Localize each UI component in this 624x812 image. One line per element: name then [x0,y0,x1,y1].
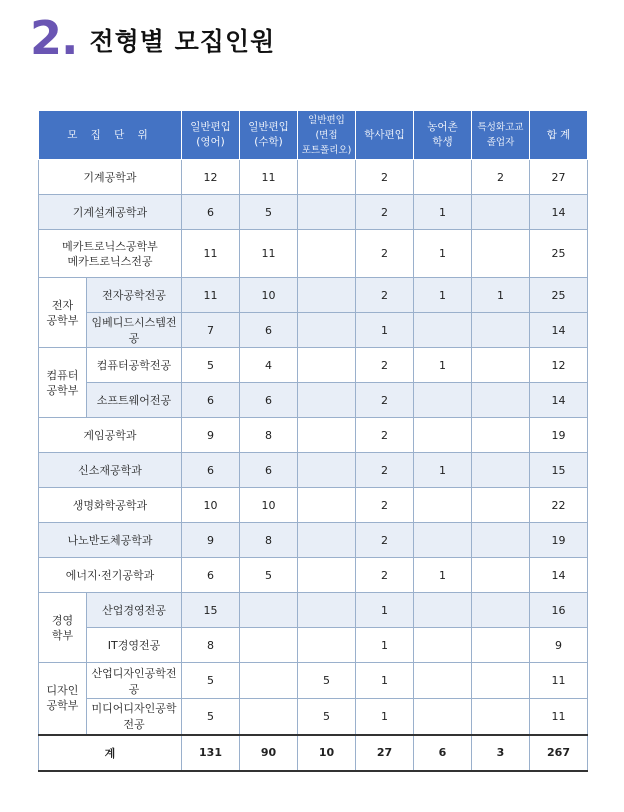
cell-rural: 1 [414,230,472,278]
cell-spec [472,195,530,230]
unit-cell: 신소재공학과 [39,453,182,488]
cell-port [298,383,356,418]
cell-eng: 6 [182,558,240,593]
cell-math: 10 [240,488,298,523]
cell-eng: 8 [182,628,240,663]
cell-port [298,348,356,383]
cell-port [298,453,356,488]
admission-quota-table [38,110,588,772]
cell-rural [414,418,472,453]
cell-bach: 2 [356,453,414,488]
cell-total: 14 [530,313,588,348]
cell-bach: 2 [356,195,414,230]
table-row [39,230,588,278]
total-eng: 131 [182,735,240,771]
unit-cell: 생명화학공학과 [39,488,182,523]
cell-math: 5 [240,558,298,593]
cell-total: 14 [530,383,588,418]
cell-spec [472,383,530,418]
table-row [39,488,588,523]
unit-cell: 메카트로닉스공학부 메카트로닉스전공 [39,230,182,278]
cell-rural [414,699,472,735]
header-general-portfolio: 일반편입 (면접 포트폴리오) [298,111,356,160]
unit-cell: 산업경영전공 [87,593,182,628]
table-row [39,418,588,453]
unit-cell: 나노반도체공학과 [39,523,182,558]
cell-bach: 2 [356,523,414,558]
cell-rural: 1 [414,348,472,383]
cell-rural [414,593,472,628]
cell-total: 15 [530,453,588,488]
cell-total: 22 [530,488,588,523]
cell-rural [414,383,472,418]
cell-rural: 1 [414,558,472,593]
cell-bach: 2 [356,348,414,383]
total-port: 10 [298,735,356,771]
cell-eng: 7 [182,313,240,348]
cell-bach: 1 [356,593,414,628]
cell-port [298,488,356,523]
cell-math: 5 [240,195,298,230]
cell-rural: 1 [414,195,472,230]
total-math: 90 [240,735,298,771]
section-title: 전형별 모집인원 [89,27,276,56]
cell-bach: 1 [356,699,414,735]
cell-spec [472,453,530,488]
group-cell: 디자인 공학부 [39,663,87,735]
cell-port [298,160,356,195]
cell-port [298,418,356,453]
cell-eng: 11 [182,278,240,313]
total-total: 267 [530,735,588,771]
cell-bach: 2 [356,230,414,278]
header-total: 합 계 [530,111,588,160]
cell-bach: 2 [356,488,414,523]
cell-eng: 12 [182,160,240,195]
cell-math [240,699,298,735]
cell-math: 8 [240,523,298,558]
cell-math: 6 [240,313,298,348]
cell-spec: 2 [472,160,530,195]
cell-spec [472,593,530,628]
cell-math: 6 [240,453,298,488]
unit-cell: 기계설계공학과 [39,195,182,230]
cell-bach: 2 [356,160,414,195]
cell-spec [472,523,530,558]
cell-math: 8 [240,418,298,453]
cell-port [298,628,356,663]
table-row [39,628,588,663]
total-row [39,735,588,771]
cell-total: 14 [530,195,588,230]
unit-cell: 산업디자인공학전공 [87,663,182,699]
table-row [39,523,588,558]
header-bachelor: 학사편입 [356,111,414,160]
cell-spec [472,663,530,699]
cell-eng: 6 [182,195,240,230]
total-spec: 3 [472,735,530,771]
cell-spec [472,313,530,348]
table-row [39,278,588,313]
group-cell: 컴퓨터 공학부 [39,348,87,418]
cell-spec [472,558,530,593]
header-rural: 농어촌 학생 [414,111,472,160]
unit-cell: 기계공학과 [39,160,182,195]
cell-port: 5 [298,663,356,699]
table-row [39,160,588,195]
unit-cell: 컴퓨터공학전공 [87,348,182,383]
cell-math [240,663,298,699]
cell-rural [414,488,472,523]
cell-total: 9 [530,628,588,663]
cell-bach: 2 [356,418,414,453]
cell-port [298,278,356,313]
cell-bach: 2 [356,383,414,418]
cell-math: 4 [240,348,298,383]
cell-eng: 10 [182,488,240,523]
cell-eng: 11 [182,230,240,278]
unit-cell: 소프트웨어전공 [87,383,182,418]
cell-spec [472,699,530,735]
unit-cell: 에너지·전기공학과 [39,558,182,593]
cell-rural [414,523,472,558]
cell-port: 5 [298,699,356,735]
cell-bach: 2 [356,278,414,313]
header-unit: 모 집 단 위 [39,111,182,160]
table-row [39,558,588,593]
cell-total: 25 [530,230,588,278]
cell-eng: 6 [182,383,240,418]
cell-math [240,628,298,663]
cell-eng: 5 [182,348,240,383]
cell-eng: 9 [182,523,240,558]
cell-total: 19 [530,418,588,453]
cell-rural [414,313,472,348]
table-row [39,195,588,230]
section-heading [30,12,275,64]
cell-bach: 1 [356,663,414,699]
table-row [39,348,588,383]
cell-total: 27 [530,160,588,195]
cell-total: 25 [530,278,588,313]
cell-bach: 2 [356,558,414,593]
cell-bach: 1 [356,313,414,348]
cell-rural: 1 [414,278,472,313]
cell-spec [472,418,530,453]
cell-eng: 6 [182,453,240,488]
header-special: 특성화고교 졸업자 [472,111,530,160]
cell-spec: 1 [472,278,530,313]
table-row [39,383,588,418]
cell-math [240,593,298,628]
total-bach: 27 [356,735,414,771]
table-row [39,453,588,488]
section-number: 2. [30,11,78,65]
cell-eng: 5 [182,699,240,735]
unit-cell: 전자공학전공 [87,278,182,313]
cell-bach: 1 [356,628,414,663]
cell-total: 12 [530,348,588,383]
unit-cell: IT경영전공 [87,628,182,663]
cell-total: 16 [530,593,588,628]
cell-eng: 9 [182,418,240,453]
cell-rural [414,663,472,699]
cell-spec [472,628,530,663]
cell-port [298,230,356,278]
total-label: 계 [39,735,182,771]
header-general-english: 일반편입 (영어) [182,111,240,160]
header-row [39,111,588,160]
cell-total: 14 [530,558,588,593]
group-cell: 전자 공학부 [39,278,87,348]
cell-rural: 1 [414,453,472,488]
unit-cell: 게임공학과 [39,418,182,453]
cell-rural [414,160,472,195]
unit-cell: 임베디드시스템전공 [87,313,182,348]
cell-spec [472,230,530,278]
cell-spec [472,348,530,383]
group-cell: 경영 학부 [39,593,87,663]
table-row [39,699,588,735]
cell-port [298,523,356,558]
cell-total: 19 [530,523,588,558]
total-rural: 6 [414,735,472,771]
table-row [39,313,588,348]
cell-port [298,558,356,593]
table-row [39,593,588,628]
cell-port [298,195,356,230]
cell-math: 6 [240,383,298,418]
cell-eng: 5 [182,663,240,699]
cell-port [298,593,356,628]
cell-math: 10 [240,278,298,313]
unit-cell: 미디어디자인공학전공 [87,699,182,735]
cell-total: 11 [530,663,588,699]
table-row [39,663,588,699]
cell-rural [414,628,472,663]
cell-eng: 15 [182,593,240,628]
cell-port [298,313,356,348]
cell-spec [472,488,530,523]
cell-math: 11 [240,230,298,278]
cell-total: 11 [530,699,588,735]
header-general-math: 일반편입 (수학) [240,111,298,160]
cell-math: 11 [240,160,298,195]
